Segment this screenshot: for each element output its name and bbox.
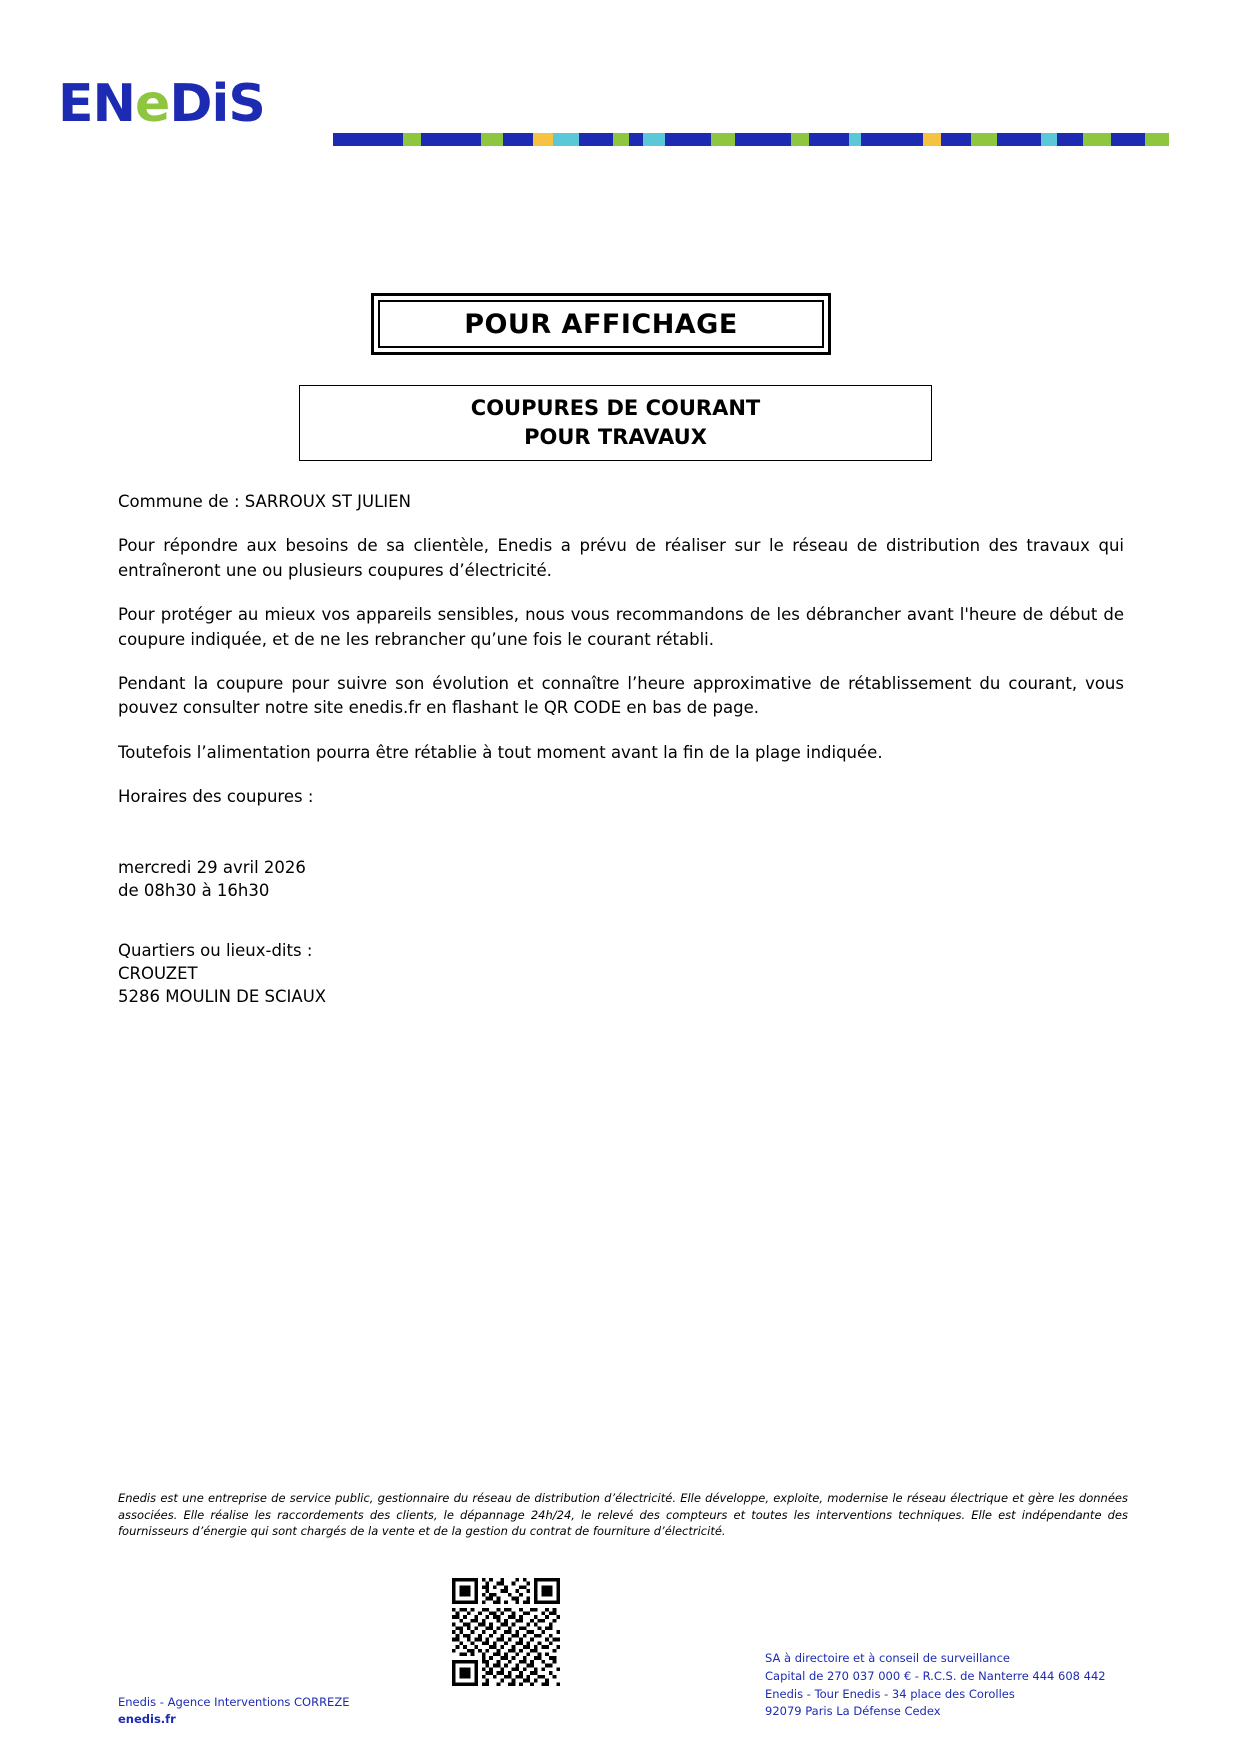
brand-rule-segment (629, 133, 643, 146)
document-body (118, 490, 1124, 1009)
quartier-item-1: CROUZET (118, 963, 198, 983)
pour-affichage-title: POUR AFFICHAGE (464, 308, 738, 340)
brand-rule-segment (613, 133, 629, 146)
footer-company-line4: 92079 Paris La Défense Cedex (765, 1704, 941, 1719)
brand-rule-segment (997, 133, 1041, 146)
brand-rule-segment (861, 133, 923, 146)
brand-rule-segment (971, 133, 997, 146)
pour-affichage-box (371, 293, 831, 355)
brand-rule-segment (421, 133, 429, 146)
brand-rule-segment (1041, 133, 1057, 146)
brand-rule-segment (849, 133, 861, 146)
logo-text-accent: e (135, 74, 170, 134)
footer-company-block (765, 1650, 1106, 1721)
pour-affichage-inner (378, 300, 824, 348)
qr-code-icon[interactable] (452, 1578, 560, 1686)
paragraph-4-underlined: Toutefois l’alimentation pourra être rétablie à tout moment avant la fin de la plage indiquée (118, 742, 878, 762)
brand-rule-segment (429, 133, 481, 146)
outage-time-range: de 08h30 à 16h30 (118, 881, 270, 901)
brand-rule-segment (403, 133, 421, 146)
brand-rule-segment (791, 133, 809, 146)
logo-text-part1: EN (58, 74, 136, 134)
brand-rule-segment (665, 133, 711, 146)
footer-company-line2: Capital de 270 037 000 € - R.C.S. de Nanterre 444 608 442 (765, 1668, 1106, 1683)
enedis-logo (58, 74, 265, 134)
brand-rule-segment (553, 133, 579, 146)
footer-agency-block (118, 1694, 349, 1729)
legal-notice: Enedis est une entreprise de service public, gestionnaire du réseau de distribution d’électricité. Elle développe, exploite, modernise le réseau électrique et gère les données associées. Elle réalise les raccordements des clients, le dépannage 24h/24, le relevé des compteurs et toutes les interventions techniques. Elle est indépendante des fournisseurs d’énergie qui sont chargés de la vente et de la gestion du contrat de fourniture d’électricité. (118, 1491, 1128, 1539)
brand-rule-segment (1111, 133, 1145, 146)
footer-website[interactable]: enedis.fr (118, 1712, 176, 1727)
brand-rule-segment (1145, 133, 1169, 146)
brand-rule-segment (923, 133, 941, 146)
footer-agency: Enedis - Agence Interventions CORREZE (118, 1695, 350, 1709)
commune-line: Commune de : SARROUX ST JULIEN (118, 492, 411, 511)
coupures-title-line2: POUR TRAVAUX (524, 425, 707, 449)
footer-company-line3: Enedis - Tour Enedis - 34 place des Corolles (765, 1686, 1015, 1701)
paragraph-3: Pendant la coupure pour suivre son évolution et connaître l’heure approximative de rétablissement du courant, vous pouvez consulter notre site enedis.fr en flashant le QR CODE en bas de page. (118, 674, 1124, 718)
coupures-box (299, 385, 932, 461)
brand-rule (333, 133, 1189, 146)
brand-rule-segment (643, 133, 665, 146)
brand-rule-segment (809, 133, 849, 146)
brand-rule-segment (503, 133, 533, 146)
document-header (0, 0, 1241, 180)
paragraph-1: Pour répondre aux besoins de sa clientèle, Enedis a prévu de réaliser sur le réseau de distribution des travaux qui entraîneront une ou plusieurs coupures d’électricité. (118, 536, 1124, 580)
paragraph-2: Pour protéger au mieux vos appareils sensibles, nous vous recommandons de les débrancher avant l'heure de début de coupure indiquée, et de ne les rebrancher qu’une fois le courant rétabli. (118, 605, 1124, 649)
quartiers-label: Quartiers ou lieux-dits : (118, 940, 313, 960)
brand-rule-segment (735, 133, 791, 146)
brand-rule-segment (333, 133, 403, 146)
outage-date: mercredi 29 avril 2026 (118, 857, 306, 877)
brand-rule-segment (481, 133, 503, 146)
brand-rule-segment (1083, 133, 1111, 146)
logo-text-part2: DiS (169, 74, 265, 134)
footer-company-line1: SA à directoire et à conseil de surveillance (765, 1651, 1010, 1665)
paragraph-4-tail: . (877, 742, 883, 762)
brand-rule-segment (711, 133, 735, 146)
quartier-item-2: 5286 MOULIN DE SCIAUX (118, 987, 327, 1007)
brand-rule-segment (1057, 133, 1083, 146)
brand-rule-segment (941, 133, 971, 146)
horaires-label: Horaires des coupures : (118, 787, 314, 807)
coupures-title-line1: COUPURES DE COURANT (470, 395, 761, 420)
brand-rule-segment (579, 133, 613, 146)
brand-rule-segment (533, 133, 553, 146)
